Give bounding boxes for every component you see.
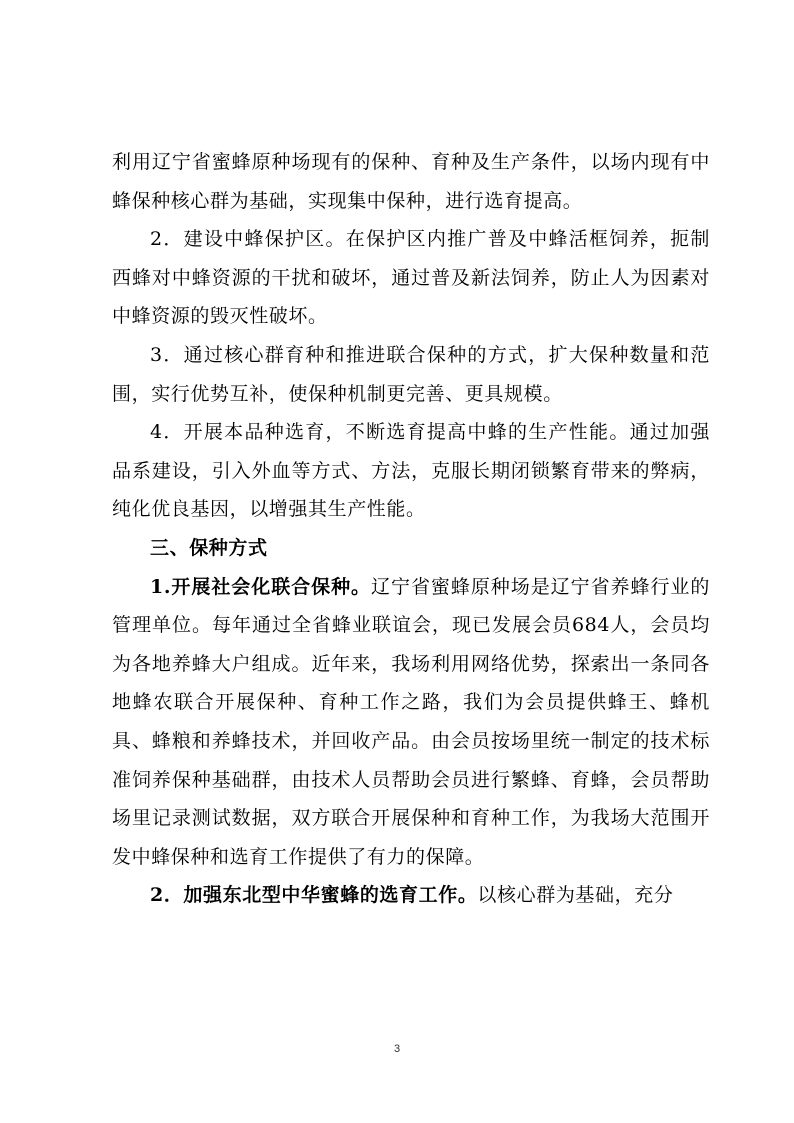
paragraph-item-2: 2．建设中蜂保护区。在保护区内推广普及中蜂活框饲养，扼制西蜂对中蜂资源的干扰和破坏，通过普及新法饲养，防止人为因素对中蜂资源的毁灭性破坏。 (112, 228, 710, 328)
paragraph-item-3: 3．通过核心群育种和推进联合保种的方式，扩大保种数量和范围，实行优势互补，使保种机制更完善、更具规模。 (112, 343, 710, 405)
paragraph-lead-bold: 2．加强东北型中华蜜蜂的选育工作。 (150, 884, 478, 907)
paragraph-body-text: 辽宁省蜜蜂原种场是辽宁省养蜂行业的管理单位。每年通过全省蜂业联谊会，现已发展会员684人，会员均为各地养蜂大户组成。近年来，我场利用网络优势，探索出一条同各地蜂农联合开展保种、育种工作之路，我们为会员提供蜂王、蜂机具、蜂粮和养蜂技术，并回收产品。由会员按场里统一制定的技术标准饲养保种基础群，由技术人员帮助会员进行繁蜂、育蜂，会员帮助场里记录测试数据，双方联合开展保种和育种工作，为我场大范围开发中蜂保种和选育工作提供了有力的保障。 (112, 575, 710, 868)
paragraph-breeding-work (112, 876, 710, 915)
paragraph-body-text: 以核心群为基础，充分 (477, 884, 674, 907)
section-heading: 三、保种方式 (150, 536, 268, 559)
document-body (112, 143, 710, 915)
paragraph-joint-preservation (112, 568, 710, 877)
paragraph-continuation: 利用辽宁省蜜蜂原种场现有的保种、育种及生产条件，以场内现有中蜂保种核心群为基础，实现集中保种，进行选育提高。 (112, 151, 710, 212)
paragraph-item-4: 4．开展本品种选育，不断选育提高中蜂的生产性能。通过加强品系建设，引入外血等方式、方法，克服长期闭锁繁育带来的弊病，纯化优良基因，以增强其生产性能。 (112, 421, 710, 521)
page-number: 3 (393, 1043, 401, 1055)
paragraph-lead-bold: 1.开展社会化联合保种。 (150, 575, 372, 598)
